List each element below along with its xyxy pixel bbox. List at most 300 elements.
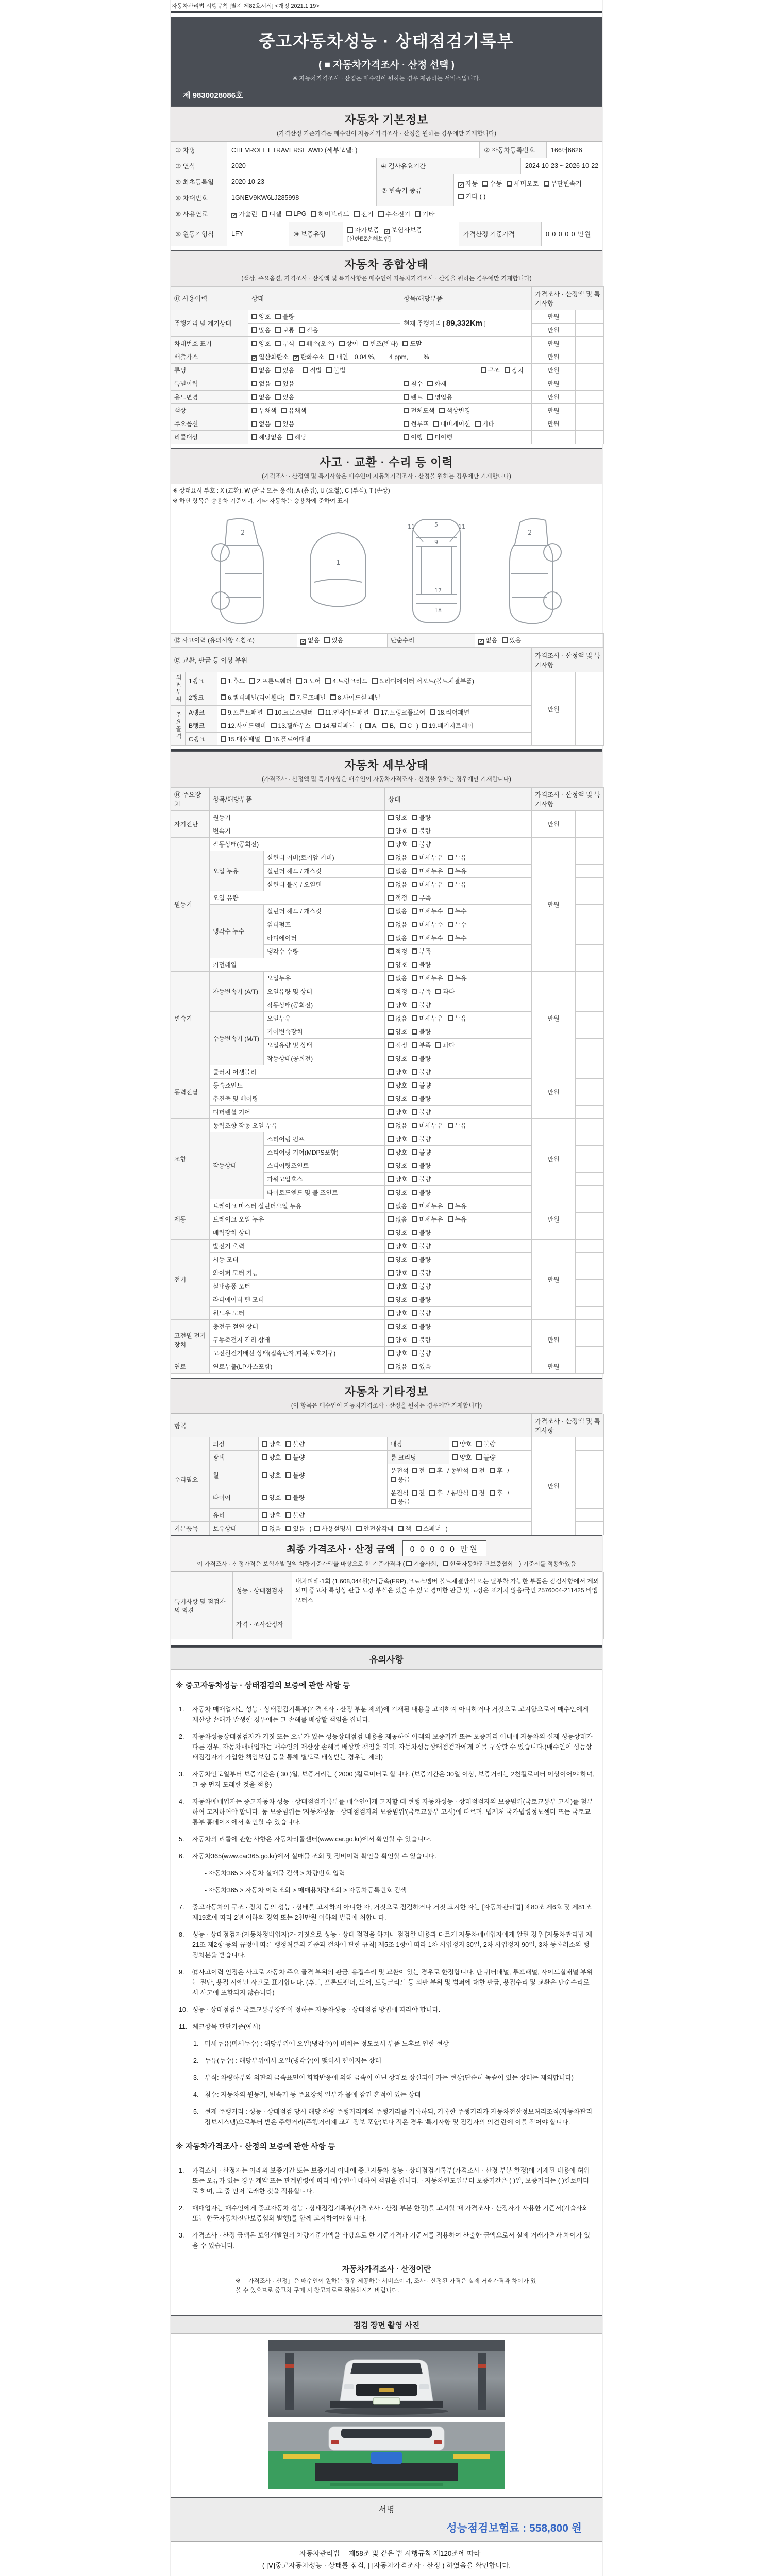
checkbox-icon[interactable] (221, 694, 226, 700)
declaration-text: ※ 「가격조사 · 산정」은 매수인이 원하는 경우 제공하는 서비스이며, 조사 · 산정된 가격은 실제 거래가격과 차이가 있을 수 있으므로 중고차 구매 시 참고자료로 활용하시기 바랍니다. (236, 2278, 536, 2294)
checkbox-icon[interactable] (412, 989, 417, 994)
checkbox-icon[interactable] (251, 394, 257, 400)
checkbox-icon[interactable] (286, 211, 292, 216)
state-cell (385, 1159, 532, 1173)
checkbox-icon[interactable] (412, 1149, 417, 1155)
checkbox-icon[interactable] (388, 1243, 394, 1249)
checkbox-icon[interactable] (251, 434, 257, 440)
checkbox-icon[interactable] (262, 1441, 267, 1447)
checkbox-option (275, 393, 294, 401)
checkbox-option (221, 708, 263, 717)
checkbox-icon[interactable] (412, 895, 417, 901)
checkbox-option (412, 1148, 431, 1157)
notice-text: 자동차365(www.car365.go.kr)에서 실매물 조회 및 정비이력 확인을 확인할 수 있습니다. (192, 1853, 436, 1860)
state-cell (385, 865, 532, 878)
checkbox-icon[interactable] (354, 211, 360, 217)
checkbox-icon[interactable] (262, 211, 267, 217)
checkbox-checked-icon[interactable]: ✓ (301, 639, 306, 645)
checkbox-icon[interactable] (412, 1468, 417, 1473)
checkbox-icon[interactable] (388, 948, 394, 954)
checkbox-icon[interactable] (374, 709, 379, 715)
checkbox-icon[interactable] (388, 908, 394, 914)
checkbox-icon[interactable] (439, 408, 445, 413)
checkbox-icon[interactable] (391, 1477, 396, 1482)
checkbox-icon[interactable] (290, 694, 295, 700)
checkbox-checked-icon[interactable]: ✓ (294, 355, 299, 361)
checkbox-icon[interactable] (251, 367, 257, 373)
checkbox-icon[interactable] (378, 211, 384, 217)
checkbox-icon[interactable] (281, 408, 287, 413)
checkbox-icon[interactable] (412, 1109, 417, 1115)
checkbox-icon[interactable] (275, 367, 281, 373)
checkbox-icon[interactable] (388, 1270, 394, 1276)
checkbox-option (412, 947, 431, 956)
notes-cell (576, 1159, 604, 1173)
checkbox-icon[interactable] (412, 1176, 417, 1182)
checkbox-icon[interactable] (249, 678, 255, 684)
checkbox-icon[interactable] (412, 962, 417, 968)
checkbox-icon[interactable] (388, 962, 394, 968)
checkbox-icon[interactable] (412, 1337, 417, 1343)
checkbox-icon[interactable] (271, 723, 277, 728)
price-cell: 만원 (532, 811, 576, 838)
checkbox-label: 일산화탄소 (259, 353, 289, 361)
checkbox-icon[interactable] (472, 1468, 477, 1473)
checkbox-icon[interactable] (388, 1109, 394, 1115)
checkbox-icon[interactable] (412, 1190, 417, 1195)
notice-section1-title: ※ 중고자동차성능 · 상태점검의 보증에 관한 사항 등 (171, 1673, 602, 1697)
item-cell: 실린더 헤드 / 개스킷 (264, 905, 385, 918)
checkbox-icon[interactable] (402, 341, 408, 346)
checkbox-label: 16.플로어패널 (272, 736, 311, 743)
checkbox-icon[interactable] (388, 1002, 394, 1008)
checkbox-icon[interactable] (416, 1526, 422, 1531)
checkbox-icon[interactable] (406, 1561, 412, 1566)
checkbox-icon[interactable] (388, 1069, 394, 1075)
checkbox-icon[interactable] (448, 1015, 453, 1021)
item-cell: 발전기 출력 (210, 1240, 385, 1253)
checkbox-icon[interactable] (285, 1454, 291, 1460)
checkbox-icon[interactable] (324, 637, 330, 643)
checkbox-icon[interactable] (221, 723, 226, 728)
checkbox-option (435, 987, 455, 996)
checkbox-label: 12.사이드멤버 (228, 722, 266, 730)
checkbox-icon[interactable] (388, 1096, 394, 1101)
checkbox-icon[interactable] (476, 1441, 482, 1447)
panel-group-label: 외판부위 (175, 674, 181, 704)
checkbox-icon[interactable] (412, 1324, 417, 1329)
checkbox-icon[interactable] (382, 723, 388, 728)
checkbox-icon[interactable] (544, 181, 549, 187)
notice-item (179, 1704, 595, 1725)
special-history-type (400, 377, 532, 391)
checkbox-icon[interactable] (412, 1297, 417, 1302)
checkbox-icon[interactable] (412, 1042, 417, 1048)
special-history-state (248, 377, 400, 391)
checkbox-icon[interactable] (262, 1454, 267, 1460)
checkbox-icon[interactable] (412, 1096, 417, 1101)
checkbox-icon[interactable] (275, 394, 281, 400)
checkbox-checked-icon[interactable]: ✓ (459, 182, 464, 189)
checkbox-icon[interactable] (412, 882, 417, 887)
checkbox-icon[interactable] (448, 935, 453, 941)
checkbox-label: 수소전기 (385, 211, 411, 218)
state-cell (385, 1266, 532, 1280)
checkbox-icon[interactable] (412, 1136, 417, 1142)
checkbox-icon[interactable] (448, 922, 453, 927)
device-group-cell: 원동기 (171, 838, 210, 972)
checkbox-icon[interactable] (412, 1364, 417, 1369)
checkbox-label: 불량 (419, 1149, 431, 1156)
checkbox-option (221, 693, 285, 702)
checkbox-icon[interactable] (388, 1029, 394, 1035)
checkbox-option (299, 326, 318, 334)
price-cell: 만원 (532, 672, 576, 746)
checkbox-icon[interactable] (412, 1123, 417, 1128)
checkbox-icon[interactable] (388, 922, 394, 927)
checkbox-icon[interactable] (458, 194, 464, 199)
checkbox-icon[interactable] (262, 1495, 267, 1500)
checkbox-icon[interactable] (251, 408, 257, 413)
price-cell: 만원 (532, 838, 576, 972)
checkbox-option (325, 676, 367, 685)
checkbox-icon[interactable] (287, 434, 293, 440)
checkbox-option (388, 1027, 407, 1036)
checkbox-icon[interactable] (388, 1136, 394, 1142)
rank-cell: C랭크 (186, 733, 217, 746)
checkbox-icon[interactable] (372, 678, 378, 684)
notes-cell (576, 350, 604, 364)
checkbox-icon[interactable] (275, 341, 281, 346)
checkbox-icon[interactable] (412, 1310, 417, 1316)
checkbox-label: B, (390, 722, 396, 730)
checkbox-icon[interactable] (502, 637, 508, 643)
checkbox-label: 불량 (293, 1471, 305, 1479)
checkbox-label: 양호 (395, 1256, 408, 1263)
checkbox-icon[interactable] (388, 975, 394, 981)
item-cell: 스티어링 기어(MDPS포함) (264, 1146, 385, 1159)
checkbox-label: 양호 (269, 1454, 281, 1461)
inspection-photos (171, 2334, 602, 2497)
checkbox-label: 있음 (282, 420, 295, 428)
checkbox-icon[interactable] (388, 882, 394, 887)
checkbox-label: 후 (436, 1489, 443, 1497)
checkbox-icon[interactable] (412, 1056, 417, 1061)
checkbox-icon[interactable] (388, 1230, 394, 1235)
checkbox-icon[interactable] (435, 1042, 441, 1048)
checkbox-icon[interactable] (448, 1216, 453, 1222)
checkbox-checked-icon[interactable]: ✓ (479, 639, 484, 645)
checkbox-label: C (407, 722, 412, 730)
checkbox-icon[interactable] (285, 1495, 291, 1500)
checkbox-icon[interactable] (448, 1203, 453, 1209)
checkbox-icon[interactable] (388, 935, 394, 941)
state-cell (385, 824, 532, 838)
checkbox-icon[interactable] (303, 367, 308, 373)
checkbox-icon[interactable] (505, 367, 510, 373)
checkbox-icon[interactable] (412, 1270, 417, 1276)
checkbox-icon[interactable] (318, 709, 324, 715)
checkbox-icon[interactable] (326, 367, 332, 373)
checkbox-icon[interactable] (275, 381, 281, 386)
state-cell (385, 1065, 532, 1079)
checkbox-icon[interactable] (490, 1468, 495, 1473)
checkbox-label: 기타 (422, 211, 435, 218)
checkbox-icon[interactable] (388, 1337, 394, 1343)
checkbox-label: 기타 ( ) (465, 193, 486, 200)
checkbox-icon[interactable] (388, 1283, 394, 1289)
checkbox-icon[interactable] (448, 855, 453, 860)
checkbox-icon[interactable] (330, 694, 336, 700)
checkbox-option (388, 907, 407, 916)
checkbox-icon[interactable] (412, 922, 417, 927)
checkbox-icon[interactable] (412, 841, 417, 847)
checkbox-icon[interactable] (412, 815, 417, 820)
checkbox-icon[interactable] (388, 1203, 394, 1209)
checkbox-label: A, (372, 722, 378, 730)
checkbox-label: 양호 (395, 1229, 408, 1236)
checkbox-icon[interactable] (472, 1490, 477, 1496)
checkbox-icon[interactable] (412, 1069, 417, 1075)
section-subtitle: (색상, 주요옵션, 가격조사 · 산정액 및 특기사항은 매수인이 자동차가격조사 · 산정을 원하는 경우에만 기재합니다) (241, 276, 532, 282)
checkbox-icon[interactable] (448, 868, 453, 874)
state-cell (385, 1213, 532, 1226)
checkbox-option (448, 1121, 467, 1130)
checkbox-icon[interactable] (388, 1257, 394, 1262)
checkbox-icon[interactable] (388, 841, 394, 847)
checkbox-icon[interactable] (412, 1029, 417, 1035)
checkbox-icon[interactable] (412, 1283, 417, 1289)
rank-cell: B랭크 (186, 719, 217, 733)
checkbox-icon[interactable] (507, 181, 512, 187)
checkbox-icon[interactable] (365, 723, 371, 728)
checkbox-icon[interactable] (412, 855, 417, 860)
checkbox-icon[interactable] (429, 1490, 435, 1496)
vehicle-diagram-top (393, 512, 478, 628)
checkbox-option (427, 393, 452, 401)
tuning-label: 튜닝 (171, 364, 248, 377)
price-cell: 만원 (532, 324, 576, 337)
checkbox-option (435, 1041, 455, 1049)
mileage-row (171, 310, 604, 324)
checkbox-icon[interactable] (412, 1015, 417, 1021)
checkbox-icon[interactable] (412, 1002, 417, 1008)
checkbox-icon[interactable] (398, 1526, 404, 1531)
notice-text: 누유(누수) : 해당부위에서 오일(냉각수)이 맺혀서 떨어지는 상태 (205, 2057, 381, 2064)
checkbox-icon[interactable] (262, 1472, 267, 1478)
checkbox-icon[interactable] (448, 908, 453, 914)
item-cell: 등속죠인트 (210, 1079, 385, 1092)
checkbox-checked-icon[interactable]: ✓ (385, 229, 390, 234)
checkbox-icon[interactable] (388, 1149, 394, 1155)
checkbox-icon[interactable] (265, 736, 271, 742)
panel-exchange-header: ⑬ 교환, 판금 등 이상 부위 (171, 648, 532, 672)
checkbox-icon[interactable] (262, 1512, 267, 1518)
checkbox-icon[interactable] (412, 975, 417, 981)
checkbox-option (416, 1524, 441, 1533)
checkbox-icon[interactable] (422, 723, 427, 728)
checkbox-option (388, 1161, 407, 1170)
checkbox-icon[interactable] (388, 1310, 394, 1316)
checkbox-icon[interactable] (275, 421, 281, 427)
checkbox-icon[interactable] (388, 1176, 394, 1182)
checkbox-icon[interactable] (251, 421, 257, 427)
checkbox-option (412, 1041, 431, 1049)
checkbox-icon[interactable] (251, 327, 257, 333)
checkbox-icon[interactable] (404, 434, 409, 440)
checkbox-icon[interactable] (299, 341, 305, 346)
checkbox-icon[interactable] (388, 1216, 394, 1222)
checkbox-icon[interactable] (412, 828, 417, 834)
checkbox-icon[interactable] (412, 1163, 417, 1168)
checkbox-option (388, 1309, 407, 1317)
checkbox-icon[interactable] (476, 1454, 482, 1460)
checkbox-icon[interactable] (221, 736, 226, 742)
checkbox-icon[interactable] (391, 1499, 396, 1504)
checkbox-checked-icon[interactable]: ✓ (232, 213, 237, 218)
color-change (400, 404, 532, 417)
checkbox-icon[interactable] (481, 367, 486, 373)
checkbox-option (448, 867, 467, 875)
checkbox-icon[interactable] (412, 1243, 417, 1249)
checkbox-icon[interactable] (448, 975, 453, 981)
checkbox-icon[interactable] (490, 1490, 495, 1496)
first-reg-label: ⑤ 최초등록일 (171, 174, 227, 190)
checkbox-icon[interactable] (388, 1190, 394, 1195)
checkbox-icon[interactable] (452, 1441, 458, 1447)
checkbox-icon[interactable] (388, 1015, 394, 1021)
checkbox-icon[interactable] (435, 989, 441, 994)
checkbox-label: 적정 (395, 894, 408, 902)
checkbox-icon[interactable] (400, 723, 406, 728)
checkbox-icon[interactable] (448, 1123, 453, 1128)
checkbox-icon[interactable] (251, 314, 257, 319)
checkbox-icon[interactable] (388, 1123, 394, 1128)
notice-list-1 (171, 1704, 602, 2127)
checkbox-icon[interactable] (275, 327, 281, 333)
vehicle-diagram-right-side (492, 512, 577, 628)
checkbox-option (458, 179, 478, 188)
checkbox-label: 미세누유 (419, 881, 443, 888)
checkbox-icon[interactable] (315, 723, 321, 728)
item-cell: 오일 유량 (210, 891, 385, 905)
checkbox-icon[interactable] (412, 1257, 417, 1262)
recall-state (248, 431, 400, 444)
checkbox-icon[interactable] (404, 381, 409, 386)
checkbox-icon[interactable] (452, 1454, 458, 1460)
checkbox-icon[interactable] (388, 1056, 394, 1061)
checkbox-icon[interactable] (388, 815, 394, 820)
checkbox-icon[interactable] (285, 1526, 291, 1531)
checkbox-label: 수동 (490, 180, 502, 188)
price-cell: 만원 (532, 1119, 576, 1199)
checkbox-icon[interactable] (412, 935, 417, 941)
checkbox-icon[interactable] (430, 709, 435, 715)
checkbox-icon[interactable] (412, 1490, 417, 1496)
checkbox-icon[interactable] (285, 1512, 291, 1518)
checkbox-checked-icon[interactable]: ✓ (253, 355, 257, 361)
checkbox-icon[interactable] (275, 314, 281, 319)
checkbox-icon[interactable] (296, 678, 302, 684)
checkbox-icon[interactable] (388, 1297, 394, 1302)
checkbox-icon[interactable] (412, 1203, 417, 1209)
checkbox-icon[interactable] (262, 1526, 267, 1531)
device-group-cell: 동력전달 (171, 1065, 210, 1119)
panel-exchange-header-row (171, 648, 604, 672)
checkbox-icon[interactable] (388, 1163, 394, 1168)
checkbox-icon[interactable] (404, 408, 409, 413)
checkbox-icon[interactable] (433, 421, 439, 427)
checkbox-icon[interactable] (412, 1082, 417, 1088)
checkbox-icon[interactable] (412, 1350, 417, 1356)
option-text: ( (359, 722, 362, 730)
checkbox-icon[interactable] (388, 828, 394, 834)
checkbox-option (315, 721, 355, 730)
checkbox-icon[interactable] (251, 381, 257, 386)
checkbox-icon[interactable] (427, 394, 433, 400)
checkbox-icon[interactable] (412, 868, 417, 874)
checkbox-icon[interactable] (299, 327, 305, 333)
checkbox-icon[interactable] (388, 1350, 394, 1356)
checkbox-icon[interactable] (482, 181, 488, 187)
checkbox-icon[interactable] (285, 1441, 291, 1447)
checkbox-icon[interactable] (388, 1042, 394, 1048)
checkbox-icon[interactable] (404, 394, 409, 400)
checkbox-icon[interactable] (412, 1216, 417, 1222)
checkbox-icon[interactable] (388, 868, 394, 874)
checkbox-icon[interactable] (221, 709, 226, 715)
checkbox-icon[interactable] (363, 341, 368, 346)
checkbox-option (490, 1488, 503, 1497)
emission-state (248, 350, 532, 364)
page-title: 중고자동차성능 · 상태점검기록부 (259, 32, 514, 50)
checkbox-icon[interactable] (427, 434, 433, 440)
checkbox-icon[interactable] (412, 948, 417, 954)
checkbox-icon[interactable] (356, 1526, 362, 1531)
checkbox-icon[interactable] (427, 381, 433, 386)
checkbox-icon[interactable] (388, 1082, 394, 1088)
checkbox-icon[interactable] (429, 1468, 435, 1473)
checkbox-icon[interactable] (314, 1526, 320, 1531)
checkbox-icon[interactable] (388, 855, 394, 860)
checkbox-icon[interactable] (267, 709, 273, 715)
checkbox-icon[interactable] (404, 421, 409, 427)
checkbox-icon[interactable] (388, 1324, 394, 1329)
checkbox-icon[interactable] (388, 989, 394, 994)
checkbox-icon[interactable] (251, 341, 257, 346)
checkbox-label: 양호 (395, 1082, 408, 1089)
checkbox-icon[interactable] (412, 908, 417, 914)
checkbox-icon[interactable] (221, 678, 226, 684)
checkbox-option (452, 1439, 472, 1448)
checkbox-icon[interactable] (415, 211, 421, 217)
checkbox-icon[interactable] (388, 895, 394, 901)
checkbox-icon[interactable] (388, 1364, 394, 1369)
car-name-value: CHEVROLET TRAVERSE AWD (세부모델: ) (227, 142, 480, 158)
notes-cell (576, 324, 604, 337)
checkbox-icon[interactable] (412, 1230, 417, 1235)
checkbox-icon[interactable] (329, 354, 334, 360)
checkbox-icon[interactable] (311, 211, 316, 217)
checkbox-option (505, 366, 524, 375)
checkbox-icon[interactable] (448, 882, 453, 887)
checkbox-icon[interactable] (475, 421, 481, 427)
checkbox-icon[interactable] (339, 341, 345, 346)
checkbox-icon[interactable] (443, 1561, 448, 1566)
checkbox-icon[interactable] (347, 227, 353, 233)
checkbox-icon[interactable] (325, 678, 331, 684)
checkbox-icon[interactable] (285, 1472, 291, 1478)
